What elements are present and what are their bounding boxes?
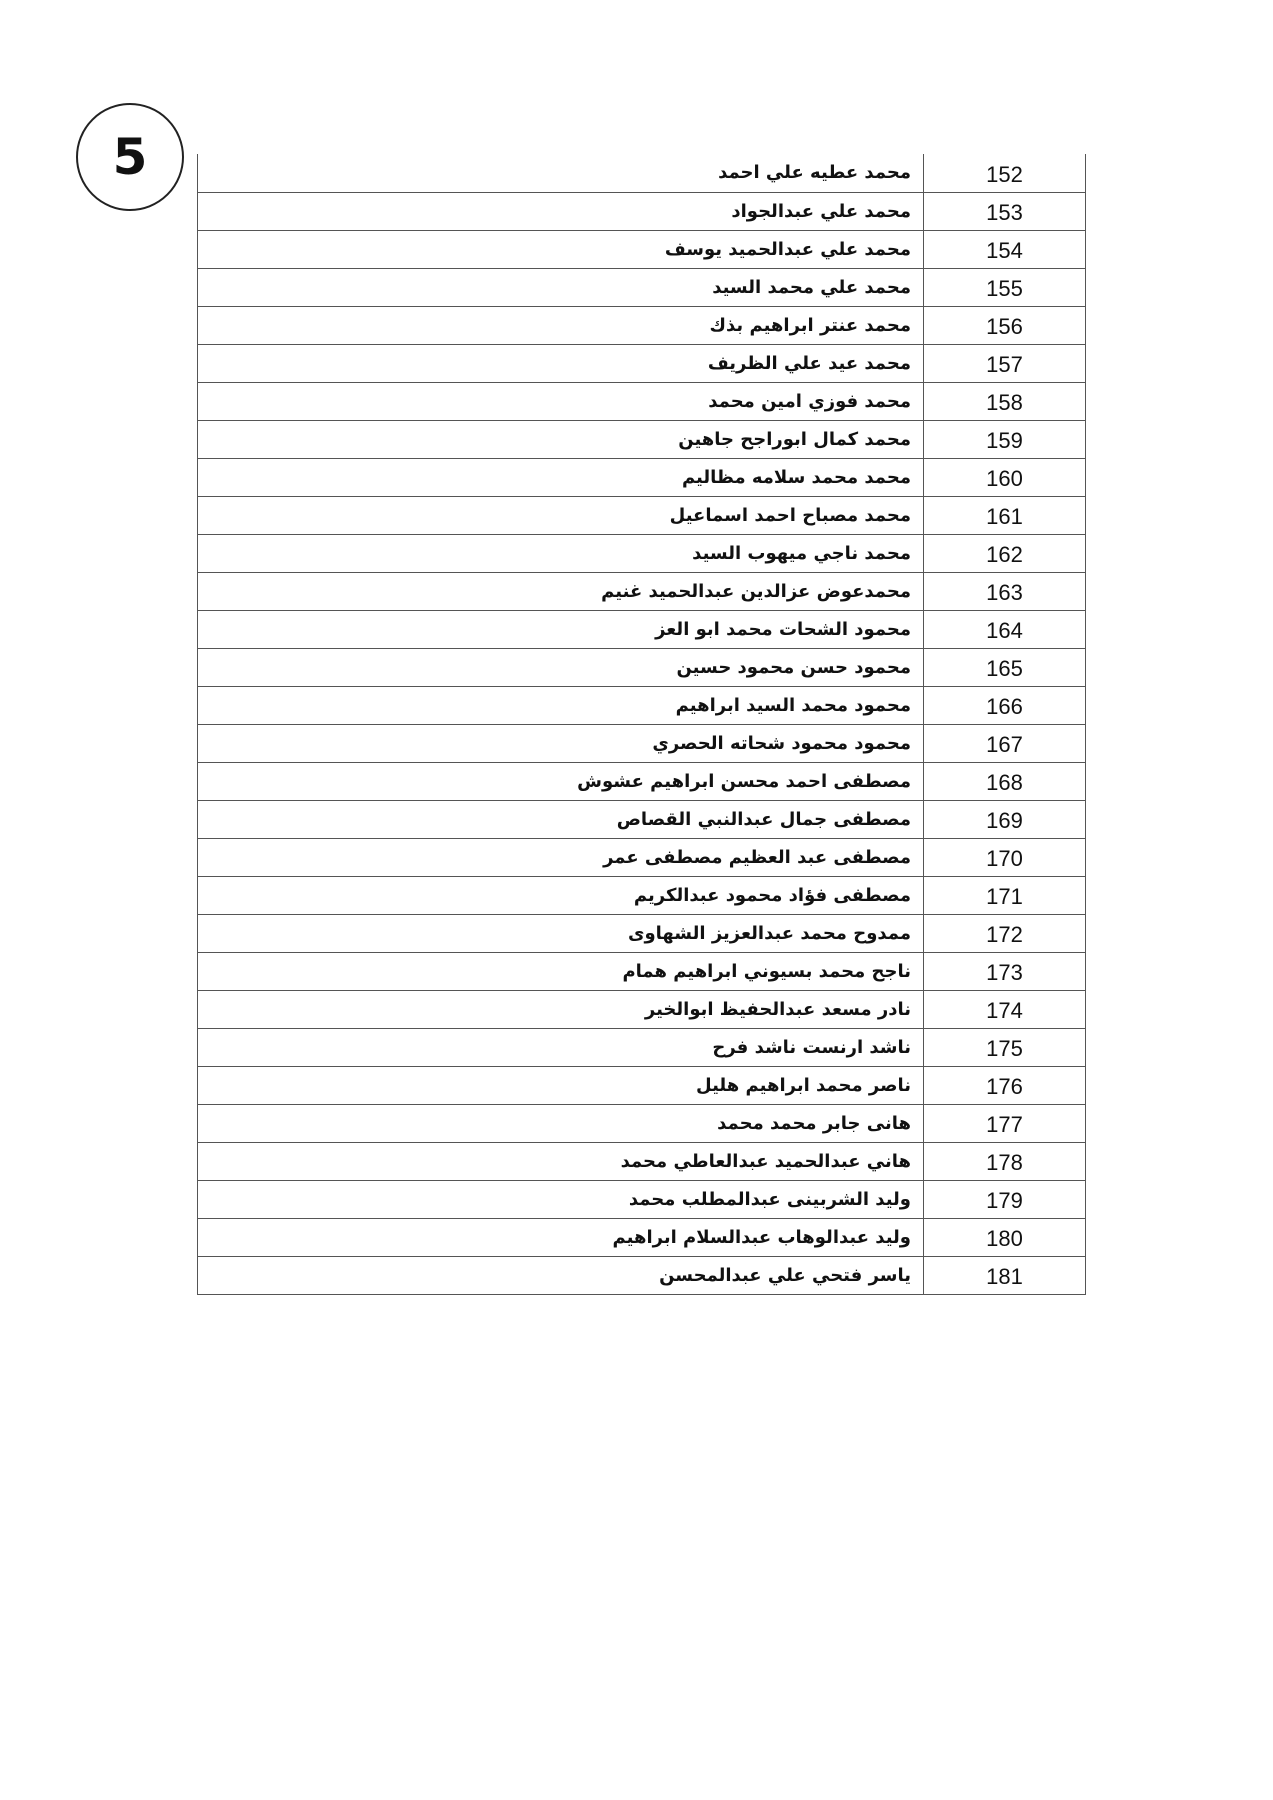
table-row [198, 876, 1086, 914]
name-cell: مصطفى فؤاد محمود عبدالكريم [198, 876, 924, 914]
name-cell: محمد عيد علي الظريف [198, 344, 924, 382]
serial-number-cell: 179 [924, 1180, 1086, 1218]
serial-number-cell: 158 [924, 382, 1086, 420]
table-row [198, 154, 1086, 192]
name-cell: مصطفى احمد محسن ابراهيم عشوش [198, 762, 924, 800]
table-row [198, 268, 1086, 306]
table-row [198, 914, 1086, 952]
serial-number-cell: 172 [924, 914, 1086, 952]
serial-number-cell: 165 [924, 648, 1086, 686]
table-row [198, 1142, 1086, 1180]
name-cell: محمود محمد السيد ابراهيم [198, 686, 924, 724]
table-row [198, 800, 1086, 838]
serial-number-cell: 164 [924, 610, 1086, 648]
table-row [198, 420, 1086, 458]
table-row [198, 572, 1086, 610]
table-row [198, 496, 1086, 534]
table-row [198, 1218, 1086, 1256]
table-row [198, 458, 1086, 496]
names-table [197, 154, 1086, 1295]
page-number-badge: 5 [76, 103, 184, 211]
name-cell: ممدوح محمد عبدالعزيز الشهاوى [198, 914, 924, 952]
serial-number-cell: 166 [924, 686, 1086, 724]
name-cell: مصطفى جمال عبدالنبي القصاص [198, 800, 924, 838]
serial-number-cell: 177 [924, 1104, 1086, 1142]
table-row [198, 306, 1086, 344]
name-cell: محمود حسن محمود حسين [198, 648, 924, 686]
table-row [198, 838, 1086, 876]
serial-number-cell: 161 [924, 496, 1086, 534]
name-cell: وليد الشربينى عبدالمطلب محمد [198, 1180, 924, 1218]
table-row [198, 686, 1086, 724]
name-cell: وليد عبدالوهاب عبدالسلام ابراهيم [198, 1218, 924, 1256]
name-cell: محمد ناجي ميهوب السيد [198, 534, 924, 572]
name-cell: محمد كمال ابوراجح جاهين [198, 420, 924, 458]
name-cell: مصطفى عبد العظيم مصطفى عمر [198, 838, 924, 876]
serial-number-cell: 160 [924, 458, 1086, 496]
names-table-body [198, 154, 1086, 1294]
table-row [198, 724, 1086, 762]
name-cell: محمد علي عبدالجواد [198, 192, 924, 230]
serial-number-cell: 176 [924, 1066, 1086, 1104]
name-cell: محمود محمود شحاته الحصري [198, 724, 924, 762]
serial-number-cell: 169 [924, 800, 1086, 838]
name-cell: محمود الشحات محمد ابو العز [198, 610, 924, 648]
name-cell: محمد علي عبدالحميد يوسف [198, 230, 924, 268]
table-row [198, 1104, 1086, 1142]
serial-number-cell: 159 [924, 420, 1086, 458]
name-cell: ناصر محمد ابراهيم هليل [198, 1066, 924, 1104]
serial-number-cell: 180 [924, 1218, 1086, 1256]
serial-number-cell: 175 [924, 1028, 1086, 1066]
name-cell: هاني عبدالحميد عبدالعاطي محمد [198, 1142, 924, 1180]
serial-number-cell: 162 [924, 534, 1086, 572]
name-cell: محمد عطيه علي احمد [198, 154, 924, 192]
serial-number-cell: 170 [924, 838, 1086, 876]
serial-number-cell: 178 [924, 1142, 1086, 1180]
name-cell: محمد مصباح احمد اسماعيل [198, 496, 924, 534]
table-row [198, 952, 1086, 990]
table-row [198, 610, 1086, 648]
table-row [198, 762, 1086, 800]
serial-number-cell: 152 [924, 154, 1086, 192]
serial-number-cell: 163 [924, 572, 1086, 610]
table-row [198, 990, 1086, 1028]
table-row [198, 230, 1086, 268]
table-row [198, 534, 1086, 572]
table-row [198, 1028, 1086, 1066]
serial-number-cell: 157 [924, 344, 1086, 382]
name-cell: ناجح محمد بسيوني ابراهيم همام [198, 952, 924, 990]
serial-number-cell: 174 [924, 990, 1086, 1028]
name-cell: محمد عنتر ابراهيم بذك [198, 306, 924, 344]
name-cell: نادر مسعد عبدالحفيظ ابوالخير [198, 990, 924, 1028]
table-row [198, 1256, 1086, 1294]
serial-number-cell: 171 [924, 876, 1086, 914]
table-row [198, 1180, 1086, 1218]
table-row [198, 382, 1086, 420]
table-row [198, 192, 1086, 230]
serial-number-cell: 181 [924, 1256, 1086, 1294]
name-cell: ياسر فتحي علي عبدالمحسن [198, 1256, 924, 1294]
serial-number-cell: 156 [924, 306, 1086, 344]
table-row [198, 344, 1086, 382]
table-row [198, 648, 1086, 686]
name-cell: هانى جابر محمد محمد [198, 1104, 924, 1142]
name-cell: محمد محمد سلامه مظاليم [198, 458, 924, 496]
name-cell: محمد علي محمد السيد [198, 268, 924, 306]
name-cell: محمد فوزي امين محمد [198, 382, 924, 420]
name-cell: محمدعوض عزالدين عبدالحميد غنيم [198, 572, 924, 610]
serial-number-cell: 153 [924, 192, 1086, 230]
serial-number-cell: 167 [924, 724, 1086, 762]
table-row [198, 1066, 1086, 1104]
name-cell: ناشد ارنست ناشد فرح [198, 1028, 924, 1066]
serial-number-cell: 155 [924, 268, 1086, 306]
serial-number-cell: 168 [924, 762, 1086, 800]
serial-number-cell: 173 [924, 952, 1086, 990]
serial-number-cell: 154 [924, 230, 1086, 268]
